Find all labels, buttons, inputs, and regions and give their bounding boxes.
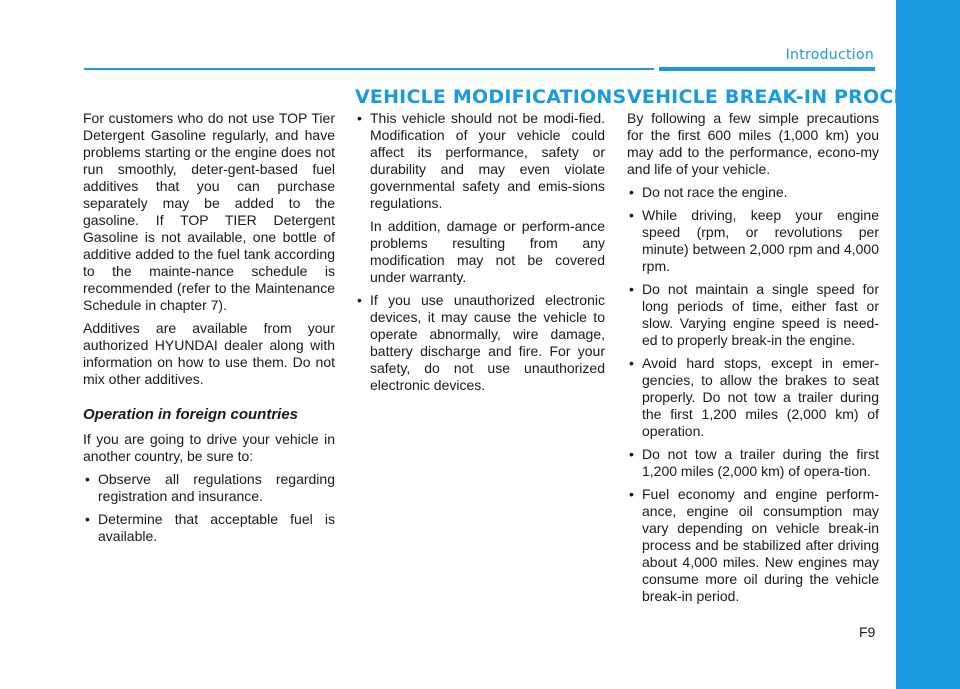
list-item: • Observe all regulations regarding registration and insurance. (83, 471, 335, 505)
bullet-list (355, 110, 605, 212)
paragraph: In addition, damage or perform-ance problems resulting from any modification may not be covered under warranty. (370, 218, 605, 285)
column-right (627, 110, 879, 611)
bullet-text: This vehicle should not be modi-fied. Modification of your vehicle could affect its performance, safety or durability and may even violate governmental safety and emis-sions regulations. (370, 110, 605, 211)
bullet-list (83, 471, 335, 545)
list-item: • Determine that acceptable fuel is available. (83, 511, 335, 545)
list-item: • Do not tow a trailer during the first 1,200 miles (2,000 km) of opera-tion. (627, 446, 879, 480)
list-item: • Fuel economy and engine perform-ance, engine oil consumption may vary depending on vehicle break-in process and be stabilized after driving about 4,000 miles. New engines may consume more oil during the vehicle break-in period. (627, 486, 879, 605)
paragraph: Additives are available from your authorized HYUNDAI dealer along with information on how to use them. Do not mix other additives. (83, 320, 335, 387)
bullet-list (627, 184, 879, 605)
heading-break-in-process: VEHICLE BREAK-IN PROCESS (627, 86, 934, 108)
paragraph: By following a few simple precautions for the first 600 miles (1,000 km) you may add to the performance, econo-my and life of your vehicle. (627, 110, 879, 177)
column-middle (355, 110, 605, 400)
list-item: • Do not maintain a single speed for long periods of time, either fast or slow. Varying engine speed is need-ed to properly break-in the engine. (627, 281, 879, 349)
paragraph: If you are going to drive your vehicle in another country, be sure to: (83, 431, 335, 464)
section-title: Introduction (785, 47, 874, 63)
subheading-foreign-countries: Operation in foreign countries (83, 406, 299, 423)
list-item: • While driving, keep your engine speed (rpm, or revolutions per minute) between 2,000 rpm and 4,000 rpm. (627, 207, 879, 275)
heading-vehicle-modifications: VEHICLE MODIFICATIONS (355, 86, 627, 108)
column-left (83, 110, 335, 551)
list-item: • Avoid hard stops, except in emer-gencies, to allow the brakes to seat properly. Do not tow a trailer during the first 1,200 miles (2,000 km) of operation. (627, 355, 879, 440)
list-item (355, 110, 605, 212)
page-number: F9 (859, 624, 876, 640)
bullet-list (355, 292, 605, 394)
header-rule (84, 68, 654, 70)
list-item: • Do not race the engine. (627, 184, 879, 201)
list-item: • If you use unauthorized electronic devices, it may cause the vehicle to operate abnormally, wire damage, battery discharge and fire. For your safety, do not use unauthorized electronic devices. (355, 292, 605, 394)
header-rule-accent (659, 67, 875, 71)
paragraph: For customers who do not use TOP Tier Detergent Gasoline regularly, and have problems starting or the engine does not run smoothly, deter-gent-based fuel additives that you can purchase separately may be added to the gasoline. If TOP TIER Detergent Gasoline is not available, one bottle of additive added to the fuel tank according to the mainte-nance schedule is recommended (refer to the Maintenance Schedule in chapter 7). (83, 110, 335, 313)
